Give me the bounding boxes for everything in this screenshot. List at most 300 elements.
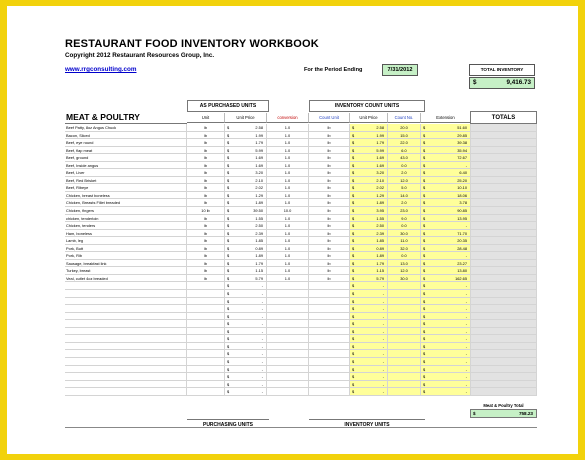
purchase-price-cell[interactable]	[225, 245, 267, 253]
count-number-cell[interactable]: 14.0	[388, 192, 421, 200]
item-name-cell[interactable]	[65, 328, 187, 336]
table-row	[65, 169, 537, 177]
count-unit-cell[interactable]	[309, 388, 350, 396]
item-name-cell[interactable]	[65, 358, 187, 366]
item-name-cell[interactable]: Pork, Butt	[65, 245, 187, 253]
amount: 1.89	[255, 253, 263, 259]
currency-symbol: $	[352, 306, 355, 312]
item-name-cell[interactable]	[65, 290, 187, 298]
count-unit-price-cell	[350, 388, 388, 396]
item-name-cell[interactable]: Beef Patty, 8oz Angus Chuck	[65, 124, 187, 132]
count-unit-cell[interactable]: lb	[309, 147, 350, 155]
purchase-unit-cell[interactable]	[187, 298, 225, 306]
purchase-unit-cell[interactable]: lb	[187, 132, 225, 140]
count-unit-cell[interactable]: lb	[309, 275, 350, 283]
count-number-cell[interactable]: 11.0	[388, 237, 421, 245]
count-unit-cell[interactable]: lb	[309, 132, 350, 140]
item-name-cell[interactable]	[65, 343, 187, 351]
amount: -	[465, 389, 467, 395]
count-number-cell[interactable]	[388, 335, 421, 343]
count-number-cell[interactable]	[388, 328, 421, 336]
amount: -	[465, 253, 467, 259]
item-name-cell[interactable]: chicken, tenderloin	[65, 215, 187, 223]
purchase-unit-cell[interactable]: lb	[187, 230, 225, 238]
conversion-cell[interactable]	[267, 388, 309, 396]
count-unit-cell[interactable]	[309, 328, 350, 336]
count-number-cell[interactable]	[388, 313, 421, 321]
purchase-price-cell[interactable]	[225, 320, 267, 328]
totals-cell	[471, 343, 537, 351]
count-number-cell[interactable]	[388, 358, 421, 366]
count-unit-cell[interactable]	[309, 290, 350, 298]
totals-cell	[471, 192, 537, 200]
conversion-cell[interactable]	[267, 313, 309, 321]
conversion-cell[interactable]	[267, 305, 309, 313]
currency-symbol: $	[227, 374, 230, 380]
conversion-cell[interactable]: 1.0	[267, 230, 309, 238]
purchase-unit-cell[interactable]	[187, 313, 225, 321]
count-number-cell[interactable]	[388, 381, 421, 389]
count-number-cell[interactable]: 9.0	[388, 215, 421, 223]
purchase-price-cell[interactable]	[225, 215, 267, 223]
purchase-unit-cell[interactable]	[187, 290, 225, 298]
count-unit-cell[interactable]: lb	[309, 154, 350, 162]
count-unit-cell[interactable]	[309, 298, 350, 306]
purchase-price-cell[interactable]	[225, 207, 267, 215]
amount: -	[382, 389, 384, 395]
amount: -	[261, 336, 263, 342]
count-unit-cell[interactable]: lb	[309, 252, 350, 260]
extension-cell	[421, 215, 471, 223]
purchase-unit-cell[interactable]: lb	[187, 260, 225, 268]
amount: 3.78	[459, 200, 467, 206]
purchase-price-cell[interactable]	[225, 381, 267, 389]
purchase-unit-cell[interactable]	[187, 350, 225, 358]
count-unit-cell[interactable]: lb	[309, 230, 350, 238]
totals-cell	[471, 222, 537, 230]
purchase-unit-cell[interactable]: lb	[187, 199, 225, 207]
currency-symbol: $	[352, 223, 355, 229]
currency-symbol: $	[227, 275, 230, 281]
purchase-price-cell[interactable]	[225, 192, 267, 200]
item-name-cell[interactable]: Beef, Red Brisket	[65, 177, 187, 185]
count-unit-cell[interactable]: lb	[309, 139, 350, 147]
count-number-cell[interactable]: 13.0	[388, 260, 421, 268]
count-number-cell[interactable]	[388, 320, 421, 328]
purchase-price-cell[interactable]	[225, 350, 267, 358]
count-unit-cell[interactable]: lb	[309, 184, 350, 192]
conversion-cell[interactable]	[267, 290, 309, 298]
conversion-cell[interactable]: 1.0	[267, 267, 309, 275]
item-name-cell[interactable]: Beef, ground	[65, 154, 187, 162]
conversion-cell[interactable]	[267, 366, 309, 374]
amount: -	[261, 366, 263, 372]
count-unit-price-cell	[350, 162, 388, 170]
page-title: RESTAURANT FOOD INVENTORY WORKBOOK	[65, 38, 319, 50]
count-unit-price-cell	[350, 245, 388, 253]
purchase-price-cell[interactable]	[225, 267, 267, 275]
totals-cell	[471, 124, 537, 132]
count-unit-cell[interactable]: lb	[309, 245, 350, 253]
conversion-cell[interactable]: 1.0	[267, 275, 309, 283]
purchase-price-cell[interactable]	[225, 388, 267, 396]
count-number-cell[interactable]: 0.0	[388, 162, 421, 170]
conversion-cell[interactable]	[267, 298, 309, 306]
table-row	[65, 162, 537, 170]
count-number-cell[interactable]: 32.0	[388, 245, 421, 253]
currency-symbol: $	[423, 200, 426, 206]
item-name-cell[interactable]	[65, 381, 187, 389]
conversion-cell[interactable]: 1.0	[267, 169, 309, 177]
purchase-unit-cell[interactable]	[187, 343, 225, 351]
item-name-cell[interactable]: Turkey, breast	[65, 267, 187, 275]
item-name-cell[interactable]: Beef, Liver	[65, 169, 187, 177]
count-unit-price-cell	[350, 207, 388, 215]
purchase-unit-cell[interactable]	[187, 381, 225, 389]
amount: 2.02	[376, 185, 384, 191]
count-number-cell[interactable]: 15.0	[388, 132, 421, 140]
currency-symbol: $	[227, 177, 230, 183]
purchase-price-cell[interactable]	[225, 162, 267, 170]
table-row	[65, 230, 537, 238]
currency-symbol: $	[227, 215, 230, 221]
conversion-cell[interactable]: 1.0	[267, 154, 309, 162]
purchase-price-cell[interactable]	[225, 290, 267, 298]
table-row	[65, 282, 537, 290]
purchase-price-cell[interactable]	[225, 222, 267, 230]
table-row	[65, 132, 537, 140]
item-name-cell[interactable]	[65, 282, 187, 290]
purchase-price-cell[interactable]	[225, 313, 267, 321]
count-number-cell[interactable]	[388, 290, 421, 298]
purchase-unit-cell[interactable]: lb	[187, 147, 225, 155]
purchase-price-cell[interactable]	[225, 328, 267, 336]
count-number-cell[interactable]: 23.0	[388, 207, 421, 215]
conversion-cell[interactable]: 1.0	[267, 199, 309, 207]
purchase-price-cell[interactable]	[225, 305, 267, 313]
table-row	[65, 350, 537, 358]
purchase-price-cell[interactable]	[225, 358, 267, 366]
currency-symbol: $	[352, 366, 355, 372]
purchase-unit-cell[interactable]: lb	[187, 252, 225, 260]
item-name-cell[interactable]	[65, 366, 187, 374]
currency-symbol: $	[227, 132, 230, 138]
amount: 3.95	[376, 208, 384, 214]
conversion-cell[interactable]	[267, 282, 309, 290]
count-number-cell[interactable]: 2.0	[388, 169, 421, 177]
count-unit-cell[interactable]	[309, 366, 350, 374]
purchase-unit-cell[interactable]: lb	[187, 245, 225, 253]
count-unit-cell[interactable]: lb	[309, 177, 350, 185]
item-name-cell[interactable]	[65, 388, 187, 396]
count-unit-cell[interactable]: lb	[309, 124, 350, 132]
purchase-unit-cell[interactable]	[187, 282, 225, 290]
amount: 51.60	[457, 125, 467, 130]
amount: 28.48	[457, 245, 467, 251]
table-row	[65, 343, 537, 351]
purchase-price-cell[interactable]	[225, 169, 267, 177]
count-unit-cell[interactable]	[309, 373, 350, 381]
conversion-cell[interactable]: 1.0	[267, 162, 309, 170]
purchase-unit-cell[interactable]	[187, 373, 225, 381]
count-number-cell[interactable]: 43.0	[388, 154, 421, 162]
purchase-price-cell[interactable]	[225, 230, 267, 238]
item-name-cell[interactable]	[65, 298, 187, 306]
totals-cell	[471, 350, 537, 358]
extension-cell	[421, 245, 471, 253]
purchase-unit-cell[interactable]: lb	[187, 184, 225, 192]
conversion-cell[interactable]: 1.0	[267, 245, 309, 253]
item-name-cell[interactable]: Sausage, breakfast link	[65, 260, 187, 268]
purchase-unit-cell[interactable]: lb	[187, 154, 225, 162]
count-unit-cell[interactable]: lb	[309, 162, 350, 170]
conversion-cell[interactable]: 10.0	[267, 207, 309, 215]
currency-symbol: $	[423, 366, 426, 372]
purchase-unit-cell[interactable]	[187, 335, 225, 343]
currency-symbol: $	[227, 260, 230, 266]
table-row	[65, 313, 537, 321]
conversion-cell[interactable]	[267, 358, 309, 366]
count-number-cell[interactable]: 5.0	[388, 184, 421, 192]
purchase-unit-cell[interactable]	[187, 305, 225, 313]
purchase-unit-cell[interactable]: lb	[187, 267, 225, 275]
currency-symbol: $	[423, 260, 426, 266]
item-name-cell[interactable]	[65, 350, 187, 358]
conversion-cell[interactable]: 1.0	[267, 124, 309, 132]
item-name-cell[interactable]: Chicken, Breasts Fillet breaded	[65, 199, 187, 207]
conversion-cell[interactable]: 1.0	[267, 192, 309, 200]
count-number-cell[interactable]	[388, 388, 421, 396]
count-number-cell[interactable]	[388, 373, 421, 381]
conversion-cell[interactable]: 1.0	[267, 237, 309, 245]
purchase-unit-cell[interactable]: lb	[187, 169, 225, 177]
conversion-cell[interactable]: 1.0	[267, 139, 309, 147]
totals-cell	[471, 275, 537, 283]
purchase-price-cell[interactable]	[225, 132, 267, 140]
purchase-unit-cell[interactable]: lb	[187, 237, 225, 245]
count-unit-cell[interactable]: lb	[309, 199, 350, 207]
amount: 3.20	[255, 170, 263, 176]
count-unit-cell[interactable]	[309, 358, 350, 366]
count-unit-price-cell	[350, 320, 388, 328]
conversion-cell[interactable]	[267, 350, 309, 358]
count-number-cell[interactable]: 30.0	[388, 230, 421, 238]
purchase-price-cell[interactable]	[225, 237, 267, 245]
item-name-cell[interactable]: Bacon, Sliced	[65, 132, 187, 140]
purchase-unit-cell[interactable]: lb	[187, 139, 225, 147]
amount: 1.99	[376, 132, 384, 138]
conversion-cell[interactable]: 1.0	[267, 147, 309, 155]
purchase-unit-cell[interactable]: lb	[187, 124, 225, 132]
count-number-cell[interactable]: 30.0	[388, 275, 421, 283]
purchase-price-cell[interactable]	[225, 177, 267, 185]
currency-symbol: $	[352, 381, 355, 387]
currency-symbol: $	[352, 245, 355, 251]
currency-symbol: $	[352, 200, 355, 206]
count-number-cell[interactable]: 6.0	[388, 147, 421, 155]
extension-cell	[421, 275, 471, 283]
purchase-unit-cell[interactable]	[187, 388, 225, 396]
totals-cell	[471, 199, 537, 207]
conversion-cell[interactable]	[267, 328, 309, 336]
purchase-unit-cell[interactable]: lb	[187, 275, 225, 283]
conversion-cell[interactable]: 1.0	[267, 260, 309, 268]
purchase-price-cell[interactable]	[225, 275, 267, 283]
item-name-cell[interactable]: Veal, cutlet 4oz breaded	[65, 275, 187, 283]
purchase-unit-cell[interactable]: 10 lb	[187, 207, 225, 215]
purchase-unit-cell[interactable]	[187, 366, 225, 374]
conversion-cell[interactable]: 1.0	[267, 222, 309, 230]
totals-cell	[471, 313, 537, 321]
count-number-cell[interactable]	[388, 350, 421, 358]
count-unit-cell[interactable]: lb	[309, 192, 350, 200]
count-unit-cell[interactable]	[309, 305, 350, 313]
amount: 1.79	[376, 140, 384, 146]
conversion-cell[interactable]	[267, 343, 309, 351]
count-number-cell[interactable]: 12.0	[388, 177, 421, 185]
count-number-cell[interactable]	[388, 298, 421, 306]
inventory-units-footer: INVENTORY UNITS	[309, 419, 425, 429]
count-unit-price-cell	[350, 230, 388, 238]
total-inventory-value	[469, 77, 535, 89]
count-number-cell[interactable]: 0.0	[388, 252, 421, 260]
purchase-price-cell[interactable]	[225, 139, 267, 147]
purchase-unit-cell[interactable]: lb	[187, 162, 225, 170]
item-name-cell[interactable]	[65, 335, 187, 343]
count-unit-cell[interactable]: lb	[309, 260, 350, 268]
conversion-cell[interactable]: 1.0	[267, 252, 309, 260]
amount: -	[465, 291, 467, 297]
item-name-cell[interactable]	[65, 305, 187, 313]
amount: 71.70	[457, 230, 467, 236]
count-unit-cell[interactable]	[309, 343, 350, 351]
amount: -	[261, 291, 263, 297]
conversion-cell[interactable]	[267, 373, 309, 381]
item-name-cell[interactable]: Chicken, breast boneless	[65, 192, 187, 200]
currency-symbol: $	[423, 275, 426, 281]
count-unit-cell[interactable]: lb	[309, 215, 350, 223]
conversion-cell[interactable]: 1.0	[267, 132, 309, 140]
currency-symbol: $	[227, 238, 230, 244]
purchase-unit-cell[interactable]	[187, 320, 225, 328]
item-name-cell[interactable]: Beef, Ribeye	[65, 184, 187, 192]
currency-symbol: $	[227, 351, 230, 357]
purchase-price-cell[interactable]	[225, 184, 267, 192]
purchase-price-cell[interactable]	[225, 147, 267, 155]
currency-symbol: $	[423, 185, 426, 191]
amount: -	[261, 283, 263, 289]
amount: 5.79	[376, 275, 384, 281]
amount: 2.10	[255, 177, 263, 183]
amount: -	[465, 283, 467, 289]
conversion-cell[interactable]: 1.0	[267, 184, 309, 192]
purchase-price-cell[interactable]	[225, 366, 267, 374]
count-number-cell[interactable]: 0.0	[388, 222, 421, 230]
conversion-cell[interactable]: 1.0	[267, 215, 309, 223]
count-unit-price-cell	[350, 381, 388, 389]
currency-symbol: $	[352, 260, 355, 266]
purchase-unit-cell[interactable]	[187, 328, 225, 336]
count-unit-cell[interactable]	[309, 350, 350, 358]
count-unit-cell[interactable]	[309, 381, 350, 389]
currency-symbol: $	[227, 192, 230, 198]
item-name-cell[interactable]: Chicken, tenders	[65, 222, 187, 230]
conversion-cell[interactable]	[267, 335, 309, 343]
as-purchased-header: AS PURCHASED UNITS	[187, 100, 269, 112]
item-name-cell[interactable]: Lamb, leg	[65, 237, 187, 245]
count-number-cell[interactable]: 22.0	[388, 139, 421, 147]
count-unit-cell[interactable]: lb	[309, 267, 350, 275]
count-unit-cell[interactable]: lb	[309, 169, 350, 177]
purchase-price-cell[interactable]	[225, 282, 267, 290]
currency-symbol: $	[352, 185, 355, 191]
conversion-cell[interactable]	[267, 381, 309, 389]
count-unit-cell[interactable]: lb	[309, 237, 350, 245]
amount: -	[382, 306, 384, 312]
purchase-price-cell[interactable]	[225, 343, 267, 351]
purchase-price-cell[interactable]	[225, 124, 267, 132]
purchase-price-cell[interactable]	[225, 298, 267, 306]
item-name-cell[interactable]	[65, 313, 187, 321]
item-name-cell[interactable]	[65, 320, 187, 328]
count-unit-cell[interactable]	[309, 335, 350, 343]
table-row	[65, 275, 537, 283]
purchase-price-cell[interactable]	[225, 252, 267, 260]
count-unit-cell[interactable]	[309, 320, 350, 328]
purchase-unit-cell[interactable]	[187, 358, 225, 366]
purchase-unit-cell[interactable]: lb	[187, 215, 225, 223]
conversion-cell[interactable]	[267, 320, 309, 328]
conversion-cell[interactable]: 1.0	[267, 177, 309, 185]
currency-symbol: $	[352, 125, 355, 130]
purchase-price-cell[interactable]	[225, 260, 267, 268]
amount: 1.99	[255, 132, 263, 138]
count-unit-cell[interactable]: lb	[309, 222, 350, 230]
period-date-field[interactable]: 7/31/2012	[382, 64, 418, 76]
count-unit-cell[interactable]: lb	[309, 207, 350, 215]
count-unit-cell[interactable]	[309, 282, 350, 290]
item-name-cell[interactable]: Pork, Rib	[65, 252, 187, 260]
currency-symbol: $	[227, 343, 230, 349]
count-number-cell[interactable]: 2.0	[388, 199, 421, 207]
count-number-cell[interactable]	[388, 343, 421, 351]
purchase-price-cell[interactable]	[225, 335, 267, 343]
purchase-unit-cell[interactable]: lb	[187, 222, 225, 230]
count-number-cell[interactable]	[388, 305, 421, 313]
item-name-cell[interactable]: Beef, Inside angus	[65, 162, 187, 170]
purchase-price-cell[interactable]	[225, 373, 267, 381]
purchase-price-cell[interactable]	[225, 199, 267, 207]
purchase-unit-cell[interactable]: lb	[187, 192, 225, 200]
extension-cell	[421, 230, 471, 238]
count-number-cell[interactable]	[388, 282, 421, 290]
currency-symbol: $	[423, 147, 426, 153]
count-unit-cell[interactable]	[309, 313, 350, 321]
count-number-cell[interactable]: 12.0	[388, 267, 421, 275]
website-link[interactable]: www.rrgconsulting.com	[65, 66, 137, 73]
item-name-cell[interactable]: Beef, eye round	[65, 139, 187, 147]
count-unit-price-cell	[350, 147, 388, 155]
purchase-unit-cell[interactable]: lb	[187, 177, 225, 185]
item-name-cell[interactable]	[65, 373, 187, 381]
item-name-cell[interactable]: Beef, flap meat	[65, 147, 187, 155]
amount: 2.58	[255, 125, 263, 130]
item-name-cell[interactable]: Chicken, fingers	[65, 207, 187, 215]
count-number-cell[interactable]: 20.0	[388, 124, 421, 132]
item-name-cell[interactable]: Ham, boneless	[65, 230, 187, 238]
count-number-cell[interactable]	[388, 366, 421, 374]
purchase-price-cell[interactable]	[225, 154, 267, 162]
